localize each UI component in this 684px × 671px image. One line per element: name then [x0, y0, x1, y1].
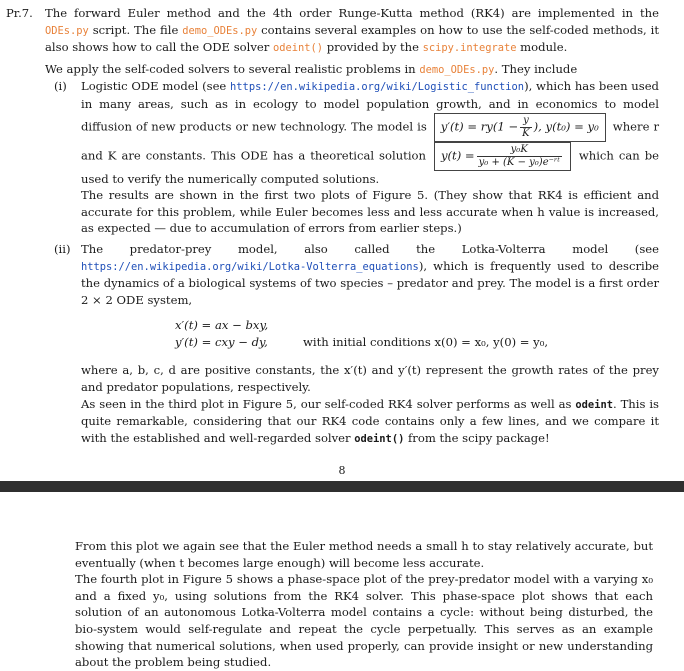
item-lotka-volterra	[51, 241, 659, 447]
logistic-text-3: where r and K	[81, 119, 659, 163]
continuation-paragraph-2: The fourth plot in Figure 5 shows a phase-space plot of the prey-predator model with a varying x₀ and a fixed y₀, using solutions from the RK4 solver. This phase-space plot shows that each solution of an autonomous Lotka-Volterra model contains a cycle: without being disturbed, the bio-system would self-regulate and repeat the cycle perpetually. This serves as an example showing that numerical solutions, when used properly, can provide insight or new understanding about the problem being studied.	[75, 572, 653, 670]
intro-text-3: contains several examples on how to use the self-coded methods, it also shows how to call the ODE solver	[45, 22, 659, 55]
file-odes-py: ODEs.py	[45, 24, 89, 37]
module-scipy-integrate: scipy.integrate	[422, 42, 517, 55]
logistic-text-4: are constants. This ODE has a theoretical solution	[121, 148, 426, 163]
lotka-text-4b: . This is quite remarkable, considering that our RK4 code contains only a few lines, and we compare it with the established and well-regarded solver	[81, 396, 660, 445]
apply-text-1: We apply the self-coded solvers to several realistic problems in	[45, 61, 420, 76]
apply-text-2: . They include	[494, 61, 578, 76]
logistic-paragraph	[81, 78, 659, 187]
lotka-constants-paragraph: where a, b, c, d are positive constants, the x′(t) and y′(t) represent the growth rates of the prey and predator populations, respectively.	[81, 363, 659, 394]
sol-eq-left: y(t) =	[440, 148, 475, 163]
item-number-i: (i)	[54, 79, 67, 94]
lotka-link[interactable]: https://en.wikipedia.org/wiki/Lotka-Volterra_equations	[81, 260, 419, 273]
logistic-link[interactable]: https://en.wikipedia.org/wiki/Logistic_function	[230, 81, 525, 94]
lotka-rk4-paragraph	[81, 396, 659, 448]
model-eq-fraction	[520, 115, 531, 140]
problem-body	[45, 5, 659, 447]
lotka-text-1: The predator-prey model, also called the Lotka-Volterra model (see	[81, 241, 659, 256]
odeint-name: odeint	[575, 398, 613, 411]
problem-number: Pr.7.	[6, 6, 33, 20]
intro-text-2: script. The file	[88, 22, 183, 37]
model-frac-num: y	[520, 115, 531, 128]
sol-frac-den: y₀ + (K − y₀)e⁻ʳᵗ	[478, 156, 560, 168]
apply-paragraph	[45, 61, 659, 79]
intro-text-1: The forward Euler method and the 4th order Runge-Kutta method (RK4) are implemented in the	[45, 6, 659, 20]
logistic-text-2: ), which has been used in many areas, such as in ecology to model population growth, and in economics to model diffusion of new products or new technology. The model is	[81, 79, 659, 134]
logistic-text-5: which can be used	[81, 148, 659, 186]
logistic-results-paragraph: The results are shown in the first two plots of Figure 5. (They show that RK4 is efficient and accurate for this problem, while Euler becomes less and less accurate when h value is increased, as expected — due to accumulation of errors from earlier steps.)	[81, 188, 659, 236]
lotka-initial-conditions: with initial conditions x(0) = x₀, y(0) = y₀,	[303, 335, 549, 350]
item-logistic	[51, 78, 659, 237]
continuation-paragraph-1: From this plot we again see that the Euler method needs a small h to stay relatively accurate, but eventually (when t becomes large enough) will become less accurate.	[75, 539, 653, 570]
odeint-call: odeint()	[354, 432, 405, 445]
model-frac-den: K	[522, 127, 530, 139]
page-bottom	[0, 492, 684, 670]
page-number: 8	[338, 464, 346, 477]
model-eq-left: y′(t) = ry(1 −	[440, 119, 519, 134]
lotka-text-4c: from the scipy package!	[404, 430, 550, 445]
lotka-eq-1: x′(t) = ax − bxy,	[175, 318, 269, 333]
logistic-text-1: Logistic ODE model (see	[81, 79, 231, 94]
lotka-eq-2: y′(t) = cxy − dy,	[175, 335, 268, 350]
lotka-equations	[81, 314, 659, 354]
file-demo-odes-py-2: demo_ODEs.py	[419, 63, 495, 76]
file-demo-odes-py: demo_ODEs.py	[182, 24, 258, 37]
intro-paragraph	[45, 5, 659, 57]
lotka-text-2: ), which is frequently used to describe the dynamics of a biological systems of two species – predator and prey. The model is a first order 2 × 2 ODE system,	[81, 258, 659, 307]
intro-text-5: module.	[516, 40, 568, 55]
page-separator	[0, 481, 684, 492]
intro-text-4: provided by the	[323, 40, 423, 55]
lotka-paragraph	[81, 241, 659, 308]
model-eq-right: ), y(t₀) = y₀	[533, 119, 599, 134]
sol-eq-fraction	[477, 144, 562, 169]
logistic-solution-equation	[434, 142, 571, 171]
sol-frac-num: y₀K	[477, 144, 562, 157]
lotka-text-4a: As seen in the third plot in Figure 5, our self-coded RK4 solver performs as well as	[81, 396, 576, 411]
func-odeint: odeint()	[272, 42, 324, 55]
item-number-ii: (ii)	[54, 241, 71, 256]
logistic-text-6: to verify the numerically computed solutions.	[112, 171, 380, 186]
logistic-model-equation	[434, 113, 606, 142]
continuation-body	[75, 538, 653, 671]
